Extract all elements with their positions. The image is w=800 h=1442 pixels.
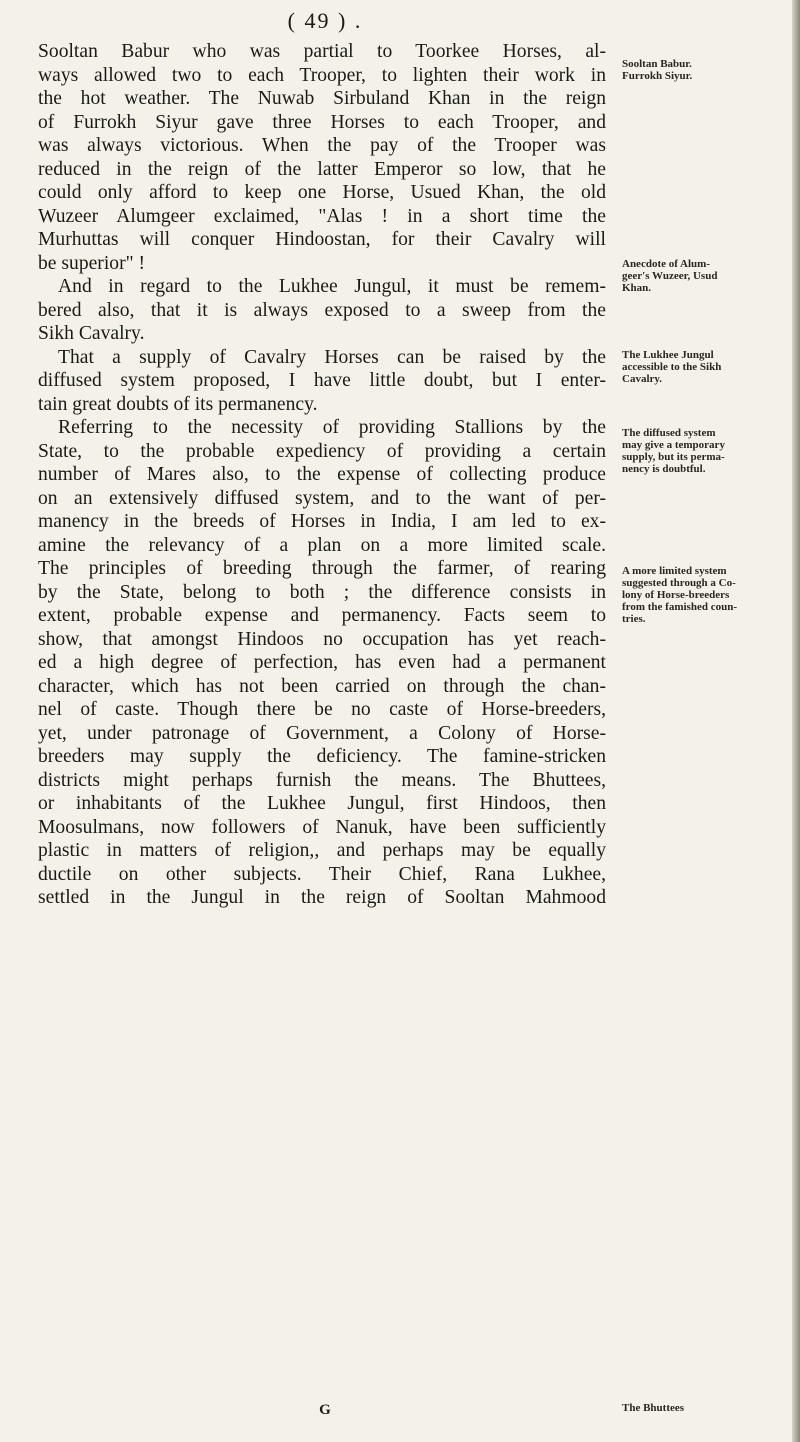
- margin-note-line: from the famished coun-: [622, 601, 737, 613]
- text-line: And in regard to the Lukhee Jungul, it must be remem-: [58, 276, 606, 297]
- text-line: diffused system proposed, I have little doubt, but I enter-: [38, 370, 606, 391]
- margin-note-line: The Bhuttees: [622, 1402, 685, 1414]
- margin-note-line: supply, but its perma-: [622, 451, 725, 463]
- text-line: districts might perhaps furnish the means. The Bhuttees,: [38, 769, 606, 791]
- margin-note-line: Cavalry.: [622, 373, 663, 385]
- margin-note-line: suggested through a Co-: [622, 577, 736, 589]
- margin-note-line: geer's Wuzeer, Usud: [622, 270, 718, 282]
- text-line: Sikh Cavalry.: [38, 323, 145, 344]
- text-line: Wuzeer Alumgeer exclaimed, "Alas ! in a short time the: [38, 205, 606, 227]
- text-line: Murhuttas will conquer Hindoostan, for their Cavalry will: [38, 229, 606, 250]
- signature-mark: G: [319, 1402, 331, 1418]
- text-line: ways allowed two to each Trooper, to lighten their work in: [38, 64, 606, 86]
- margin-note-line: tries.: [622, 613, 646, 625]
- text-line: settled in the Jungul in the reign of Sooltan Mahmood: [38, 887, 606, 908]
- text-line: ductile on other subjects. Their Chief, Rana Lukhee,: [38, 863, 606, 885]
- text-line: amine the relevancy of a plan on a more limited scale.: [38, 534, 606, 556]
- page-number: ( 49 ) .: [287, 8, 363, 33]
- margin-note: [622, 565, 782, 625]
- text-line: bered also, that it is always exposed to a sweep from the: [38, 299, 606, 321]
- margin-note-line: nency is doubtful.: [622, 463, 706, 475]
- margin-note-line: The Lukhee Jungul: [622, 349, 714, 361]
- text-line: by the State, belong to both ; the difference consists in: [38, 581, 606, 603]
- text-line: That a supply of Cavalry Horses can be raised by the: [58, 346, 606, 368]
- text-line: be superior" !: [38, 252, 146, 274]
- text-line: nel of caste. Though there be no caste of Horse-breeders,: [38, 699, 606, 720]
- margin-note-line: lony of Horse-breeders: [622, 589, 730, 601]
- page-edge: [792, 0, 800, 1442]
- text-line: The principles of breeding through the farmer, of rearing: [38, 558, 606, 579]
- margin-note: [622, 1402, 782, 1414]
- margin-note-line: Sooltan Babur.: [622, 58, 692, 70]
- margin-note: [622, 258, 782, 294]
- text-line: number of Mares also, to the expense of collecting produce: [38, 464, 606, 485]
- text-line: manency in the breeds of Horses in India, I am led to ex-: [38, 511, 606, 532]
- margin-note-line: The diffused system: [622, 427, 716, 439]
- text-line: ed a high degree of perfection, has even had a permanent: [38, 652, 606, 673]
- text-line: breeders may supply the deficiency. The famine-stricken: [38, 746, 606, 767]
- text-line: was always victorious. When the pay of the Trooper was: [38, 135, 606, 156]
- text-line: extent, probable expense and permanency. Facts seem to: [38, 605, 606, 626]
- text-line: on an extensively diffused system, and to the want of per-: [38, 487, 606, 509]
- text-line: of Furrokh Siyur gave three Horses to each Trooper, and: [38, 111, 606, 133]
- body-text: [38, 40, 606, 910]
- text-line: plastic in matters of religion,, and perhaps may be equally: [38, 840, 606, 861]
- text-line: show, that amongst Hindoos no occupation has yet reach-: [38, 628, 606, 650]
- text-line: the hot weather. The Nuwab Sirbuland Khan in the reign: [38, 88, 606, 109]
- margin-note: [622, 58, 782, 82]
- text-line: could only afford to keep one Horse, Usued Khan, the old: [38, 182, 606, 203]
- text-line: Referring to the necessity of providing Stallions by the: [58, 417, 606, 438]
- margin-note-line: Anecdote of Alum-: [622, 258, 710, 270]
- text-line: or inhabitants of the Lukhee Jungul, first Hindoos, then: [38, 793, 606, 814]
- text-line: Sooltan Babur who was partial to Toorkee Horses, al-: [38, 41, 606, 62]
- text-line: yet, under patronage of Government, a Colony of Horse-: [38, 722, 606, 744]
- text-line: tain great doubts of its permanency.: [38, 393, 318, 415]
- margin-note: [622, 349, 782, 385]
- margin-note-line: accessible to the Sikh: [622, 361, 722, 373]
- text-line: character, which has not been carried on through the chan-: [38, 675, 606, 697]
- text-line: Moosulmans, now followers of Nanuk, have been sufficiently: [38, 816, 606, 838]
- margin-note-line: A more limited system: [622, 565, 727, 577]
- margin-note: [622, 427, 782, 475]
- margin-note-line: Furrokh Siyur.: [622, 70, 693, 82]
- text-line: reduced in the reign of the latter Emperor so low, that he: [38, 158, 606, 180]
- margin-note-line: Khan.: [622, 282, 652, 294]
- margin-note-line: may give a temporary: [622, 439, 725, 451]
- text-line: State, to the probable expediency of providing a certain: [38, 440, 606, 462]
